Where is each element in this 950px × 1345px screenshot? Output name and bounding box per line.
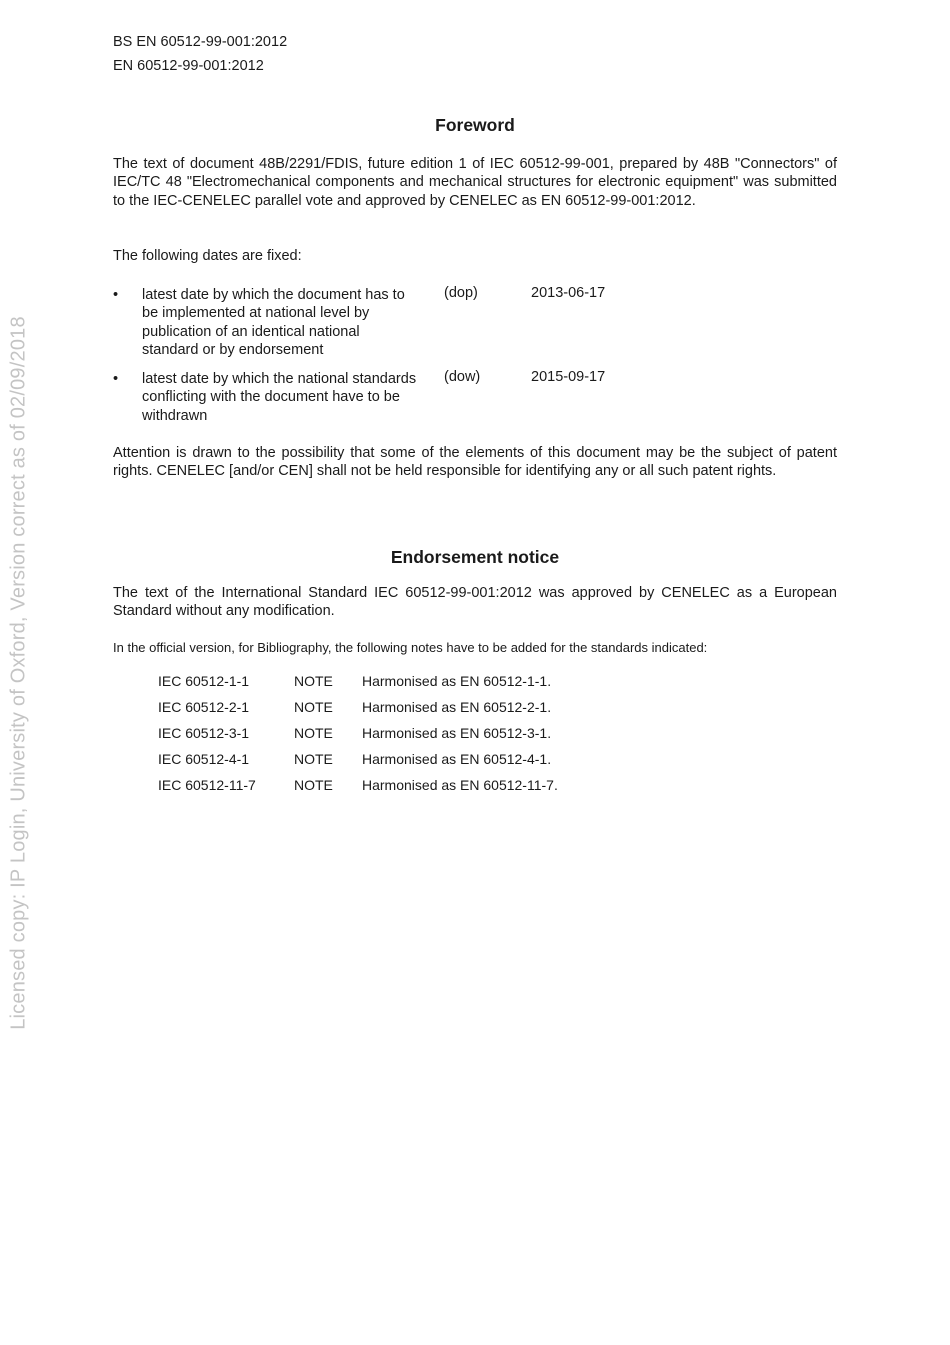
header-bs-number: BS EN 60512-99-001:2012 (113, 34, 288, 50)
endorsement-paragraph-2: In the official version, for Bibliography, the following notes have to be added for the standards indicated: (113, 640, 708, 655)
note-standard: IEC 60512-3-1 (158, 725, 250, 741)
note-label: NOTE (294, 673, 333, 689)
date-description: latest date by which the national standards conflicting with the document have to be withdrawn (142, 371, 417, 424)
note-standard: IEC 60512-11-7 (158, 777, 256, 793)
note-row (158, 697, 658, 723)
note-row (158, 671, 658, 697)
note-standard: IEC 60512-4-1 (158, 751, 250, 767)
date-item-dow (113, 370, 837, 425)
date-item-dop (113, 286, 837, 370)
foreword-paragraph-1: The text of document 48B/2291/FDIS, future edition 1 of IEC 60512-99-001, prepared by 48B "Connectors" of IEC/TC 48 "Electromechanical components and mechanical structures for electronic equipment" was submitted to the IEC-CENELEC parallel vote and approved by CENELEC as EN 60512-99-001:2012. (113, 156, 837, 209)
note-standard: IEC 60512-2-1 (158, 699, 250, 715)
bibliography-notes (158, 671, 658, 801)
note-label: NOTE (294, 751, 333, 767)
foreword-heading: Foreword (435, 115, 515, 135)
endorsement-paragraph-1: The text of the International Standard IEC 60512-99-001:2012 was approved by CENELEC as a European Standard without any modification. (113, 585, 837, 620)
note-text: Harmonised as EN 60512-2-1. (362, 699, 552, 715)
note-label: NOTE (294, 725, 333, 741)
dates-list (113, 286, 837, 425)
note-label: NOTE (294, 777, 333, 793)
date-abbreviation: (dow) (444, 369, 481, 385)
bullet-icon: • (113, 287, 119, 303)
note-text: Harmonised as EN 60512-3-1. (362, 725, 552, 741)
note-text: Harmonised as EN 60512-4-1. (362, 751, 552, 767)
date-description: latest date by which the document has to be implemented at national level by publication of an identical national standard or by endorsement (142, 287, 405, 358)
note-text: Harmonised as EN 60512-1-1. (362, 673, 552, 689)
date-abbreviation: (dop) (444, 285, 478, 301)
note-row (158, 775, 658, 801)
date-value: 2015-09-17 (531, 369, 606, 385)
license-watermark: Licensed copy: IP Login, University of Oxford, Version correct as of 02/09/2018 (7, 316, 30, 1030)
note-row (158, 749, 658, 775)
foreword-paragraph-2: The following dates are fixed: (113, 248, 302, 264)
note-row (158, 723, 658, 749)
note-standard: IEC 60512-1-1 (158, 673, 250, 689)
note-label: NOTE (294, 699, 333, 715)
endorsement-heading: Endorsement notice (390, 547, 560, 567)
date-value: 2013-06-17 (531, 285, 606, 301)
foreword-paragraph-3: Attention is drawn to the possibility that some of the elements of this document may be the subject of patent rights. CENELEC [and/or CEN] shall not be held responsible for identifying any or all such patent rights. (113, 445, 837, 480)
note-text: Harmonised as EN 60512-11-7. (362, 777, 558, 793)
header-en-number: EN 60512-99-001:2012 (113, 58, 264, 74)
bullet-icon: • (113, 371, 119, 387)
